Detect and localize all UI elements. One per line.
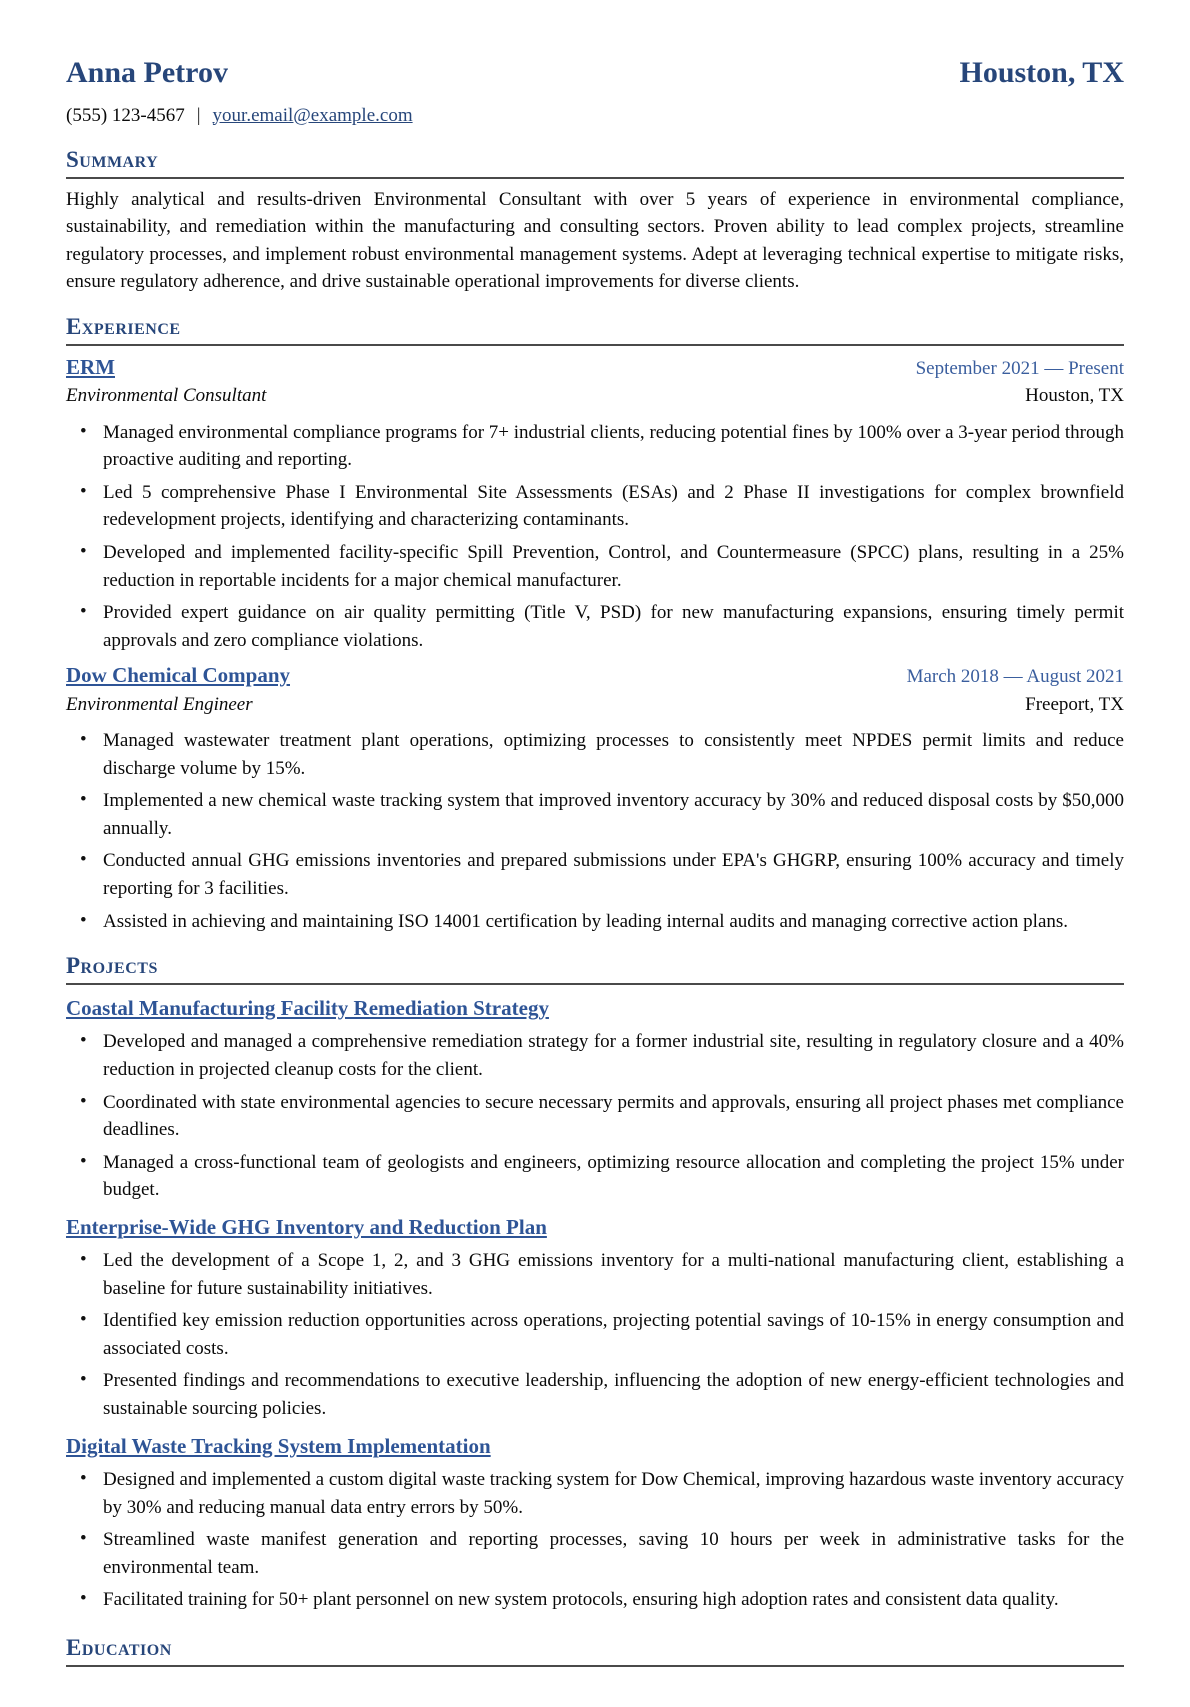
bullet-item: • Provided expert guidance on air quality permitting (Title V, PSD) for new manufacturing expansions, ensuring timely permit approvals and zero compliance violations. [80, 599, 1124, 654]
bullet-item: • Streamlined waste manifest generation and reporting processes, saving 10 hours per week in administrative tasks for the environmental team. [80, 1526, 1124, 1581]
bullet-item: • Managed a cross-functional team of geologists and engineers, optimizing resource allocation and completing the project 15% under budget. [80, 1149, 1124, 1204]
section-experience [66, 313, 1124, 935]
experience-bullet-list [66, 419, 1124, 654]
project-entry-coastal-remediation [66, 995, 1124, 1204]
section-projects [66, 952, 1124, 1614]
bullet-item: • Conducted annual GHG emissions inventories and prepared submissions under EPA's GHGRP, ensuring 100% accuracy and timely reporting for 3 facilities. [80, 847, 1124, 902]
experience-entry-erm [66, 354, 1124, 654]
section-title-experience: Experience [66, 313, 1124, 346]
resume-header [66, 56, 1124, 129]
bullet-item: • Coordinated with state environmental agencies to secure necessary permits and approvals, ensuring all project phases met compliance deadlines. [80, 1089, 1124, 1144]
job-title: Environmental Engineer [66, 693, 253, 715]
bullet-item: • Presented findings and recommendations to executive leadership, influencing the adoption of new energy-efficient technologies and sustainable sourcing policies. [80, 1367, 1124, 1422]
entry-dates: September 2021 — Present [915, 357, 1124, 379]
project-bullet-list [66, 1466, 1124, 1614]
project-link-coastal-remediation[interactable]: Coastal Manufacturing Facility Remediation Strategy [66, 995, 549, 1020]
section-title-projects: Projects [66, 952, 1124, 985]
project-link-digital-waste-tracking[interactable]: Digital Waste Tracking System Implementation [66, 1433, 491, 1458]
bullet-item: • Managed environmental compliance programs for 7+ industrial clients, reducing potential fines by 100% over a 3-year period through proactive auditing and reporting. [80, 419, 1124, 474]
job-location: Houston, TX [1025, 385, 1124, 407]
phone-number: (555) 123-4567 [66, 104, 185, 126]
bullet-item: • Managed wastewater treatment plant operations, optimizing processes to consistently meet NPDES permit limits and reduce discharge volume by 15%. [80, 727, 1124, 782]
bullet-item: • Identified key emission reduction opportunities across operations, projecting potential savings of 10-15% in energy consumption and associated costs. [80, 1307, 1124, 1362]
company-link-dow-chemical[interactable]: Dow Chemical Company [66, 663, 290, 688]
section-education [66, 1634, 1124, 1667]
section-summary [66, 146, 1124, 296]
bullet-item: • Led 5 comprehensive Phase I Environmental Site Assessments (ESAs) and 2 Phase II investigations for complex brownfield redevelopment projects, identifying and characterizing contaminants. [80, 479, 1124, 534]
bullet-item: • Implemented a new chemical waste tracking system that improved inventory accuracy by 30% and reduced disposal costs by $50,000 annually. [80, 787, 1124, 842]
bullet-item: • Led the development of a Scope 1, 2, and 3 GHG emissions inventory for a multi-national manufacturing client, establishing a baseline for future sustainability initiatives. [80, 1247, 1124, 1302]
bullet-item: • Developed and implemented facility-specific Spill Prevention, Control, and Countermeasure (SPCC) plans, resulting in a 25% reduction in reportable incidents for a major chemical manufacturer. [80, 539, 1124, 594]
bullet-item: • Facilitated training for 50+ plant personnel on new system protocols, ensuring high adoption rates and consistent data quality. [80, 1586, 1124, 1614]
project-link-ghg-inventory[interactable]: Enterprise-Wide GHG Inventory and Reduction Plan [66, 1214, 547, 1239]
company-link-erm[interactable]: ERM [66, 354, 115, 379]
entry-subheader-row [66, 691, 1124, 719]
job-title: Environmental Consultant [66, 385, 267, 407]
header-location: Houston, TX [959, 56, 1124, 89]
project-bullet-list [66, 1028, 1124, 1203]
project-bullet-list [66, 1247, 1124, 1422]
experience-bullet-list [66, 727, 1124, 935]
section-title-education: Education [66, 1634, 1124, 1667]
email-link[interactable]: your.email@example.com [212, 104, 413, 126]
experience-entry-dow [66, 662, 1124, 935]
candidate-name: Anna Petrov [66, 56, 228, 89]
contact-line [66, 102, 1124, 130]
entry-dates: March 2018 — August 2021 [906, 666, 1124, 688]
bullet-item: • Designed and implemented a custom digital waste tracking system for Dow Chemical, improving hazardous waste inventory accuracy by 30% and reducing manual data entry errors by 50%. [80, 1466, 1124, 1521]
entry-header-row [66, 662, 1124, 691]
entry-subheader-row [66, 382, 1124, 410]
project-entry-ghg-inventory [66, 1214, 1124, 1423]
project-entry-digital-waste-tracking [66, 1433, 1124, 1614]
job-location: Freeport, TX [1025, 693, 1124, 715]
section-title-summary: Summary [66, 146, 1124, 179]
bullet-item: • Assisted in achieving and maintaining ISO 14001 certification by leading internal audits and managing corrective action plans. [80, 908, 1124, 936]
contact-separator: | [196, 104, 201, 126]
entry-header-row [66, 354, 1124, 383]
header-top-row [66, 56, 1124, 91]
bullet-item: • Developed and managed a comprehensive remediation strategy for a former industrial site, resulting in regulatory closure and a 40% reduction in projected cleanup costs for the client. [80, 1028, 1124, 1083]
summary-paragraph: Highly analytical and results-driven Environmental Consultant with over 5 years of experience in environmental compliance, sustainability, and remediation within the manufacturing and consulting sectors. Proven ability to lead complex projects, streamline regulatory processes, and implement robust environmental management systems. Adept at leveraging technical expertise to mitigate risks, ensure regulatory adherence, and drive sustainable operational improvements for diverse clients. [66, 188, 1124, 293]
